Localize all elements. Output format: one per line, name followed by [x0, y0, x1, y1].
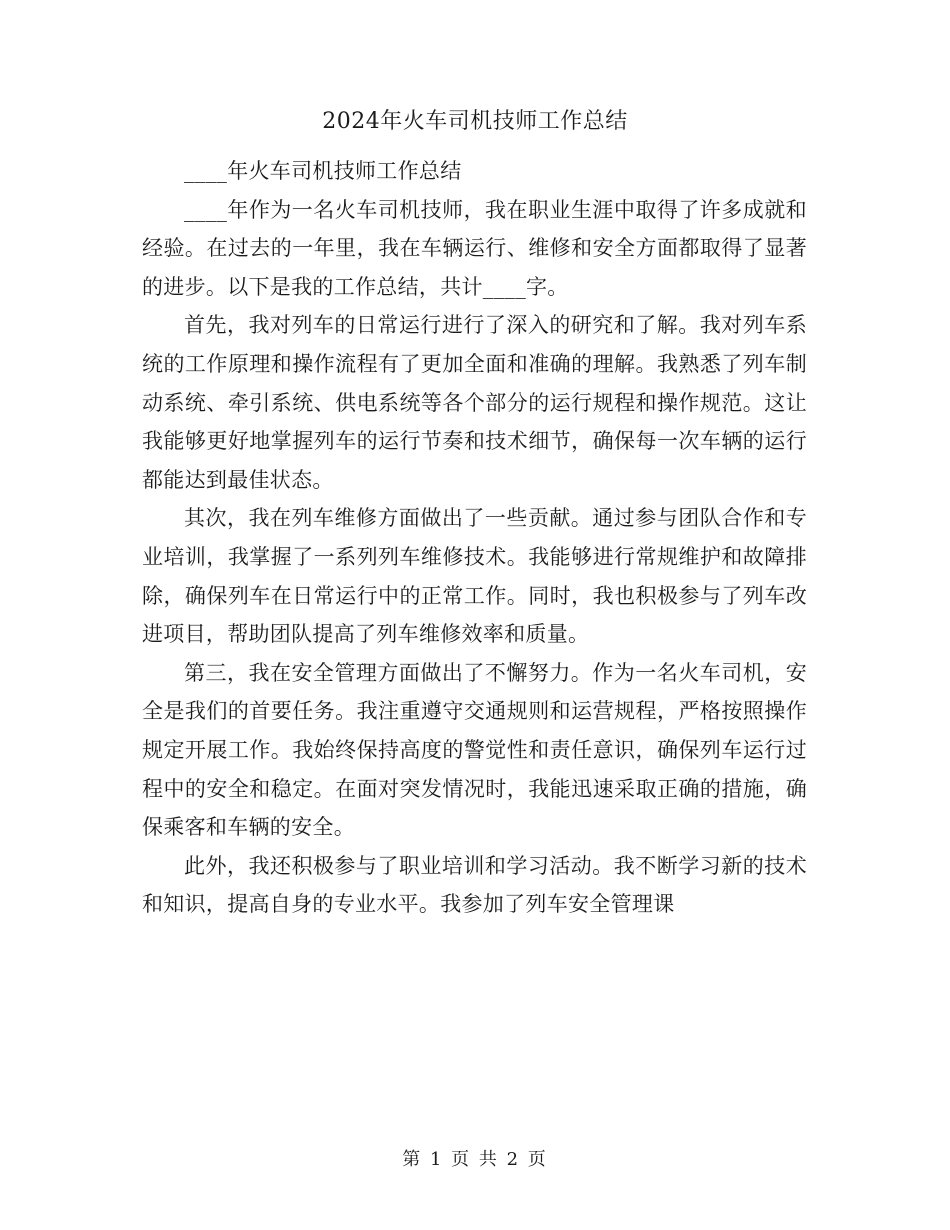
- paragraph-maintenance: 其次，我在列车维修方面做出了一些贡献。通过参与团队合作和专业培训，我掌握了一系列列车维修技术。我能够进行常规维护和故障排除，确保列车在日常运行中的正常工作。同时，我也积极参与了列车改进项目，帮助团队提高了列车维修效率和质量。: [142, 506, 807, 647]
- subtitle-line: ____年火车司机技师工作总结: [184, 159, 462, 183]
- paragraph-operation: 首先，我对列车的日常运行进行了深入的研究和了解。我对列车系统的工作原理和操作流程有了更加全面和准确的理解。我熟悉了列车制动系统、牵引系统、供电系统等各个部分的运行规程和操作规范。这让我能够更好地掌握列车的运行节奏和技术细节，确保每一次车辆的运行都能达到最佳状态。: [142, 313, 807, 492]
- paragraph-intro: ____年作为一名火车司机技师，我在职业生涯中取得了许多成就和经验。在过去的一年里，我在车辆运行、维修和安全方面都取得了显著的进步。以下是我的工作总结，共计____字。: [142, 197, 807, 299]
- document-title: 2024年火车司机技师工作总结: [322, 109, 628, 134]
- paragraph-safety: 第三，我在安全管理方面做出了不懈努力。作为一名火车司机，安全是我们的首要任务。我注重遵守交通规则和运营规程，严格按照操作规定开展工作。我始终保持高度的警觉性和责任意识，确保列车运行过程中的安全和稳定。在面对突发情况时，我能迅速采取正确的措施，确保乘客和车辆的安全。: [142, 660, 807, 840]
- page-number-footer: 第 1 页 共 2 页: [402, 1149, 548, 1170]
- paragraph-training: 此外，我还积极参与了职业培训和学习活动。我不断学习新的技术和知识，提高自身的专业水平。我参加了列车安全管理课: [142, 853, 807, 917]
- document-body: [142, 152, 807, 924]
